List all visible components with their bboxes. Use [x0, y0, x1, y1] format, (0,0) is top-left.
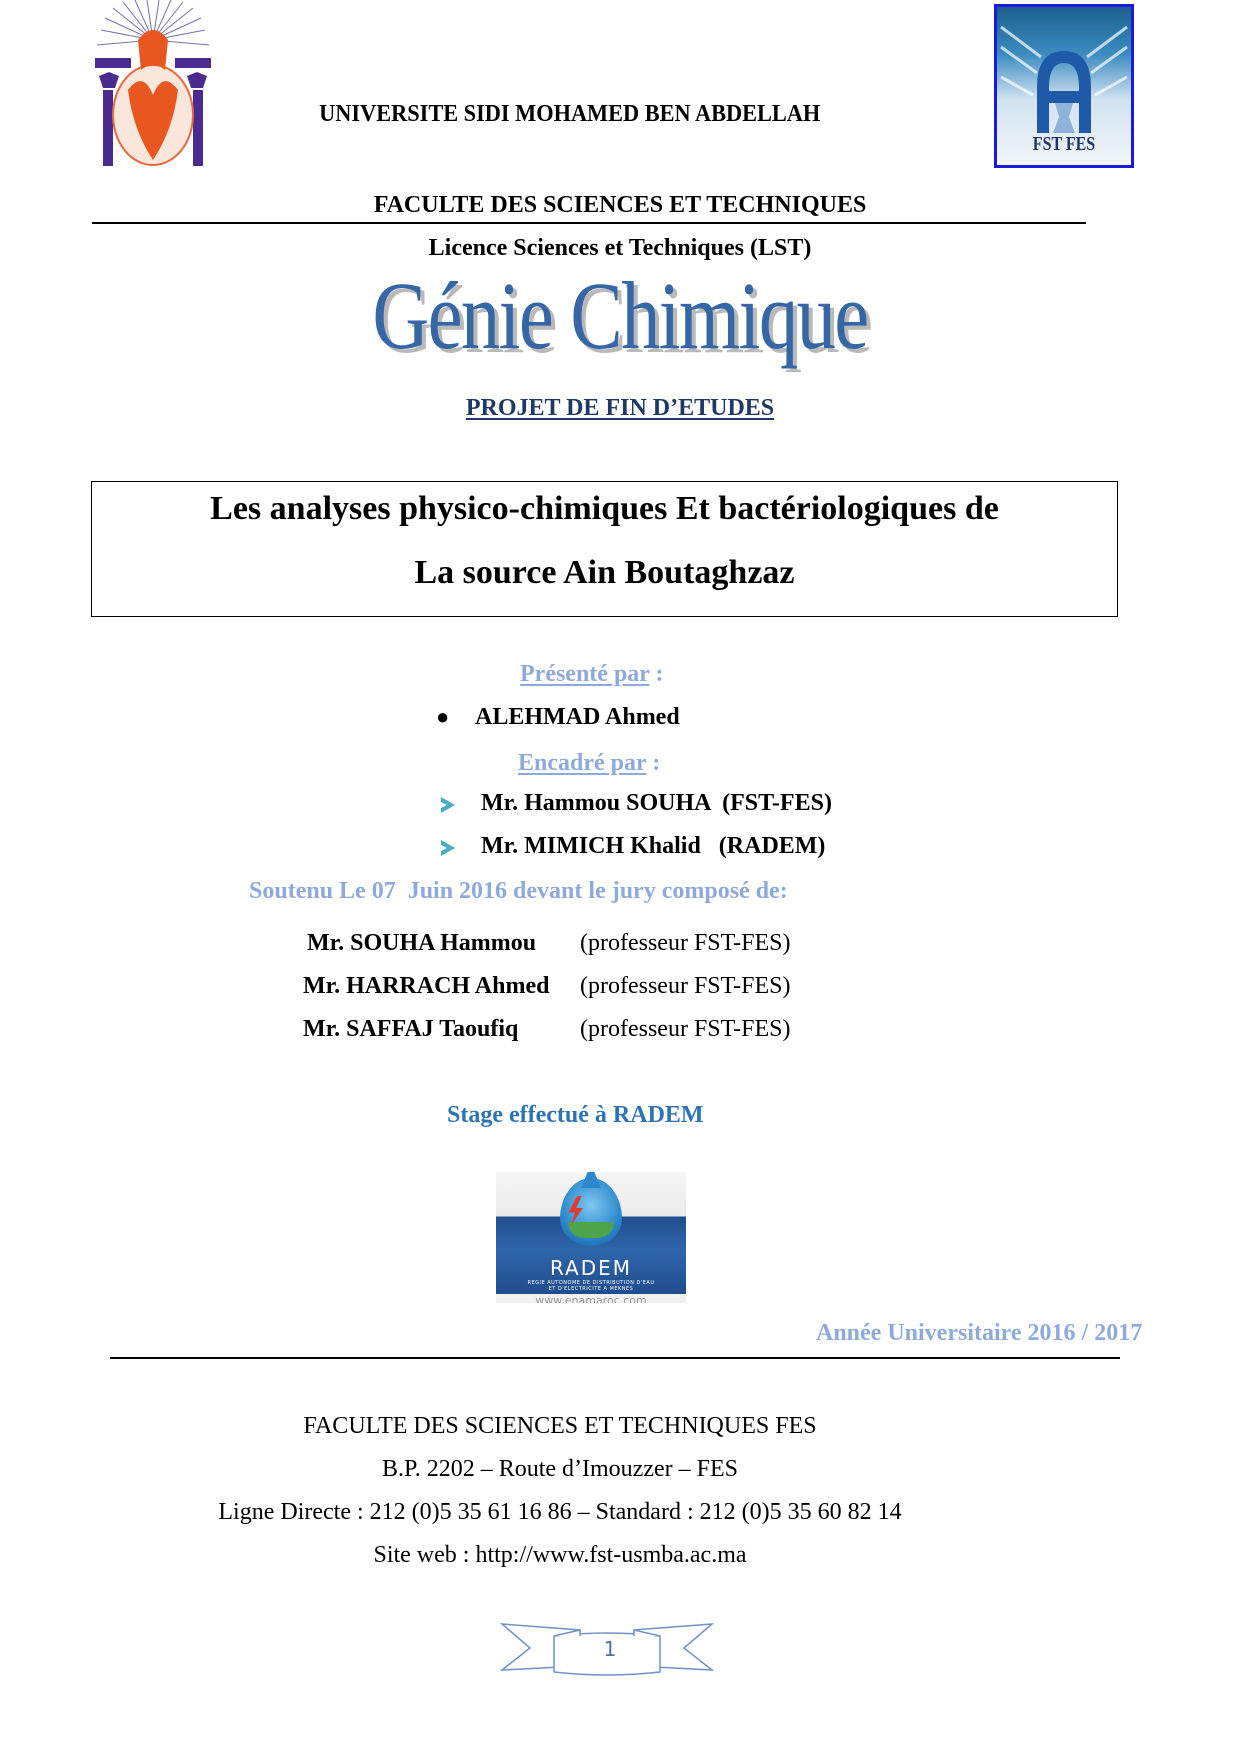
landscape-icon [568, 1222, 614, 1238]
supervised-by-label [518, 750, 660, 777]
fst-fes-logo [994, 4, 1134, 168]
discipline-title: Génie Chimique [372, 262, 868, 369]
jury-member-role: (professeur FST-FES) [580, 1016, 791, 1042]
footer-phone: Ligne Directe : 212 (0)5 35 61 16 86 – Standard : 212 (0)5 35 60 82 14 [218, 1499, 902, 1525]
fst-fes-logo-text: FST FES [1032, 133, 1096, 155]
thesis-title-line-2: La source Ain Boutaghzaz [414, 554, 795, 591]
supervisor-item: Mr. MIMICH Khalid (RADEM) [481, 833, 826, 859]
presented-by-label [520, 661, 664, 688]
presented-by-text: Présenté par [520, 661, 650, 687]
internship-label: Stage effectué à RADEM [447, 1102, 704, 1128]
footer-address: B.P. 2202 – Route d’Imouzzer – FES [382, 1456, 738, 1482]
radem-logo [496, 1172, 686, 1303]
academic-year: Année Universitaire 2016 / 2017 [816, 1320, 1143, 1346]
presented-by-colon: : [649, 661, 664, 687]
jury-member-name: Mr. SOUHA Hammou [307, 930, 537, 956]
program-name: Licence Sciences et Techniques (LST) [428, 235, 812, 261]
arrow-bullet-icon [441, 840, 455, 856]
water-drop-icon [560, 1178, 622, 1246]
header-divider [92, 222, 1086, 224]
arrow-bullet-icon [441, 797, 455, 813]
radem-logo-name: RADEM [549, 1256, 633, 1280]
jury-member-name: Mr. SAFFAJ Taoufiq [303, 1016, 519, 1042]
university-name: UNIVERSITE SIDI MOHAMED BEN ABDELLAH [319, 101, 821, 127]
footer-divider [110, 1357, 1120, 1359]
bullet-icon: ● [436, 704, 450, 729]
university-logo [93, 0, 213, 168]
faculty-name: FACULTE DES SCIENCES ET TECHNIQUES [373, 192, 867, 218]
radem-logo-watermark: www.enamaroc.com [496, 1294, 686, 1303]
project-type: PROJET DE FIN D’ETUDES [465, 395, 775, 421]
footer-faculty: FACULTE DES SCIENCES ET TECHNIQUES FES [303, 1413, 817, 1439]
jury-member-name: Mr. HARRACH Ahmed [303, 973, 550, 999]
student-name: ALEHMAD Ahmed [475, 704, 680, 730]
footer-website: Site web : http://www.fst-usmba.ac.ma [373, 1542, 747, 1568]
jury-member-role: (professeur FST-FES) [580, 930, 791, 956]
supervised-by-colon: : [646, 750, 661, 776]
defense-label: Soutenu Le 07 Juin 2016 devant le jury composé de: [249, 878, 788, 904]
jury-member-role: (professeur FST-FES) [580, 973, 791, 999]
radem-subtitle-line-1: REGIE AUTONOME DE DISTRIBUTION D'EAU [527, 1280, 655, 1286]
radem-logo-subtitle [496, 1280, 686, 1292]
supervisor-item: Mr. Hammou SOUHA (FST-FES) [481, 790, 832, 816]
radem-subtitle-line-2: ET D'ELECTRICITE A MEKNES [548, 1286, 634, 1292]
page-number: 1 [603, 1637, 617, 1661]
thesis-title-box [91, 481, 1118, 617]
thesis-title-line-1: Les analyses physico-chimiques Et bactériologiques de [210, 490, 999, 527]
supervised-by-text: Encadré par [518, 750, 647, 776]
